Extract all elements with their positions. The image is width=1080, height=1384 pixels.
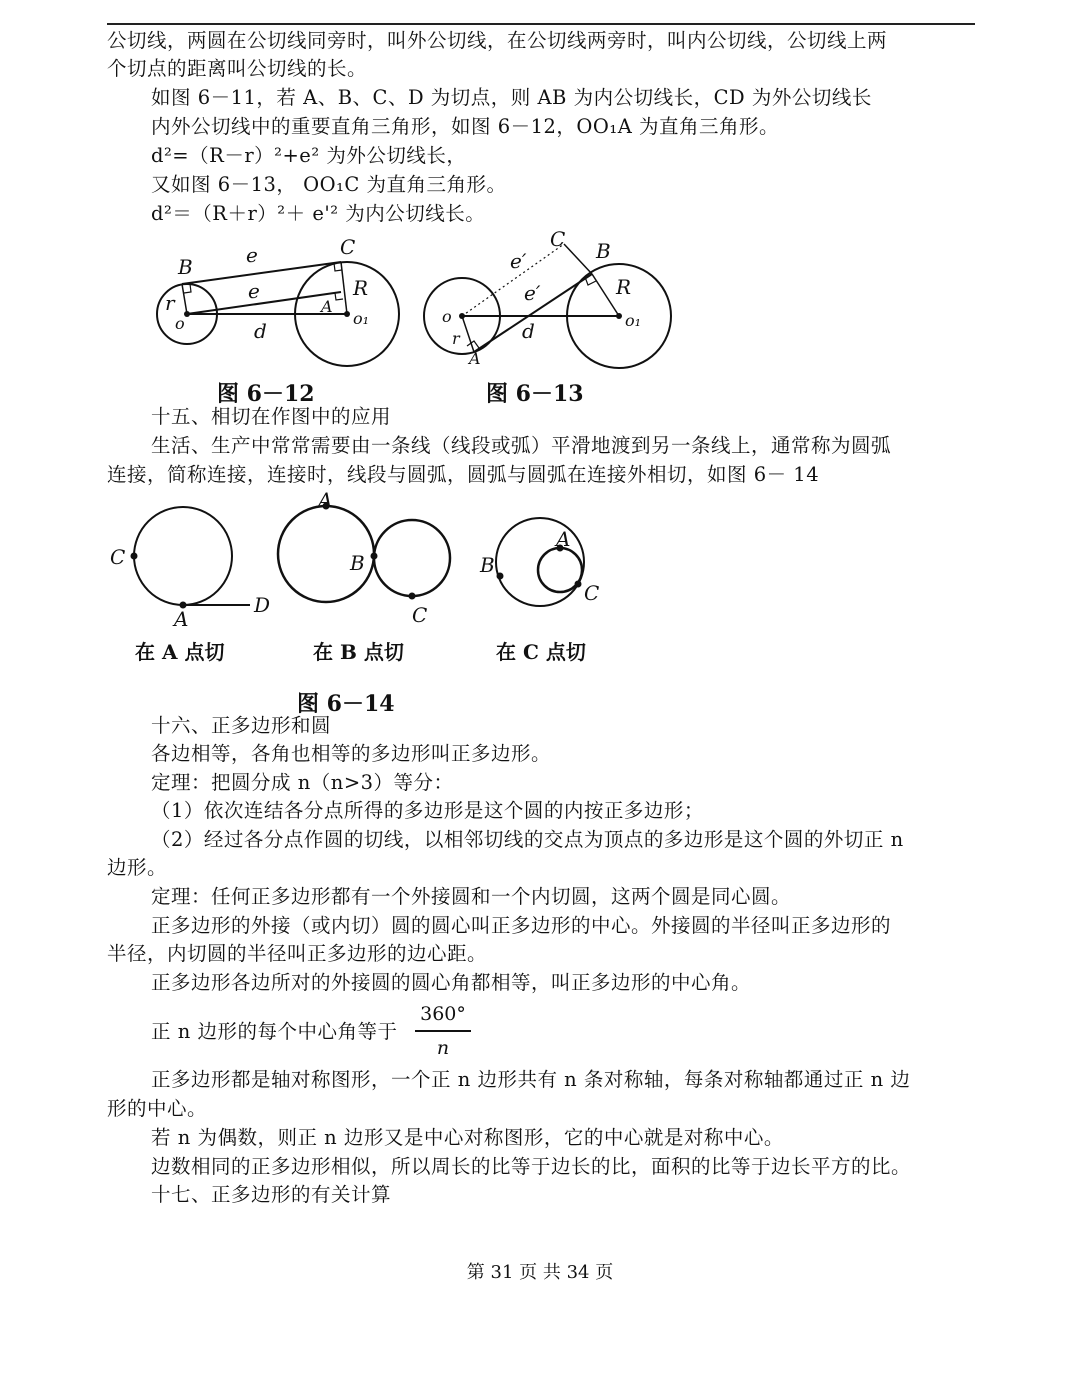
figure-sublabel: 在 A 点切 [135,640,225,664]
text-line: 边形。 [107,856,168,879]
text-line: 生活、生产中常常需要由一条线（线段或弧）平滑地渡到另一条线上，通常称为圆弧 [151,434,892,457]
label-e-inner: e [248,279,260,303]
header-rule [107,23,975,25]
label-C: C [412,603,428,627]
label-o1: o₁ [625,311,642,330]
label-B: B [480,553,495,577]
label-B: B [178,255,193,279]
label-A: A [174,607,189,630]
figure-caption: 图 6－12 [217,381,315,407]
label-A: A [321,297,333,316]
text-line: 公切线，两圆在公切线同旁时，叫外公切线，在公切线两旁时，叫内公切线，公切线上两 [107,29,888,52]
text-line: 半径，内切圆的半径叫正多边形的边心距。 [107,942,488,965]
text-line: 正多边形都是轴对称图形，一个正 n 边形共有 n 条对称轴，每条对称轴都通过正 n 边 [151,1068,911,1091]
label-A: A [318,490,333,512]
label-C: C [584,581,600,605]
fraction-numerator: 360° [420,1003,466,1025]
label-A: A [469,349,481,368]
fraction-denominator: n [436,1036,450,1059]
label-D: D [254,593,271,617]
label-C: C [110,545,126,569]
text-line: （2）经过各分点作圆的切线，以相邻切线的交点为顶点的多边形是这个圆的外切正 n [151,828,904,851]
text-line: 定理：任何正多边形都有一个外接圆和一个内切圆，这两个圆是同心圆。 [151,885,792,908]
label-o1: o₁ [353,309,370,328]
figure-6-12 [150,232,410,372]
figure-sublabel: 在 C 点切 [496,640,586,664]
fraction-360-over-n [415,1000,471,1062]
label-B: B [596,239,611,263]
text-line: 正多边形的外接（或内切）圆的圆心叫正多边形的中心。外接圆的半径叫正多边形的 [151,914,892,937]
text-line: 连接，简称连接，连接时，线段与圆弧，圆弧与圆弧在连接外相切，如图 6－ 14 [107,463,820,486]
text-line: 又如图 6－13， OO₁C 为直角三角形。 [151,173,507,196]
label-e-prime-upper: e′ [510,249,527,273]
label-r: r [165,291,175,315]
label-r: r [452,329,460,348]
formula-line: d²=（R－r）²+e² 为外公切线长， [151,144,467,167]
text-line: 正多边形各边所对的外接圆的圆心角都相等，叫正多边形的中心角。 [151,971,752,994]
text-line: 如图 6－11，若 A、B、C、D 为切点，则 AB 为内公切线长，CD 为外公切线长 [151,86,872,109]
text-line: 个切点的距离叫公切线的长。 [107,57,368,80]
text-line: 若 n 为偶数，则正 n 边形又是中心对称图形，它的中心就是对称中心。 [151,1126,784,1149]
label-o: o [442,307,452,326]
label-R: R [353,276,369,300]
text-line: 定理：把圆分成 n（n>3）等分： [151,771,454,794]
label-B: B [350,551,365,575]
label-C: C [550,227,566,251]
text-line: 内外公切线中的重要直角三角形，如图 6－12，OO₁A 为直角三角形。 [151,115,779,138]
figure-6-14 [100,490,620,630]
section-heading: 十六、正多边形和圆 [151,714,332,737]
text-line: 各边相等，各角也相等的多边形叫正多边形。 [151,742,552,765]
fraction-bar [415,1030,471,1032]
label-C: C [340,235,356,259]
label-A: A [556,527,571,551]
text-line: 正 n 边形的每个中心角等于 [151,1020,398,1043]
section-heading: 十五、相切在作图中的应用 [151,405,392,428]
figure-6-13 [420,224,680,374]
section-heading: 十七、正多边形的有关计算 [151,1183,392,1206]
page-footer: 第 31 页 共 34 页 [466,1262,614,1283]
formula-line: d²＝（R＋r）²＋ e'² 为内公切线长。 [151,202,486,225]
label-d: d [254,319,267,343]
label-o: o [175,314,185,333]
text-line: （1）依次连结各分点所得的多边形是这个圆的内按正多边形； [151,799,704,822]
text-line: 边数相同的正多边形相似，所以周长的比等于边长的比，面积的比等于边长平方的比。 [151,1155,912,1178]
label-e-prime-lower: e′ [524,281,541,305]
label-d: d [522,319,535,343]
figure-caption: 图 6－13 [486,381,584,407]
text-line: 形的中心。 [107,1097,208,1120]
label-R: R [616,275,632,299]
label-e: e [246,243,258,267]
figure-caption: 图 6－14 [297,691,395,717]
figure-sublabel: 在 B 点切 [313,640,404,664]
